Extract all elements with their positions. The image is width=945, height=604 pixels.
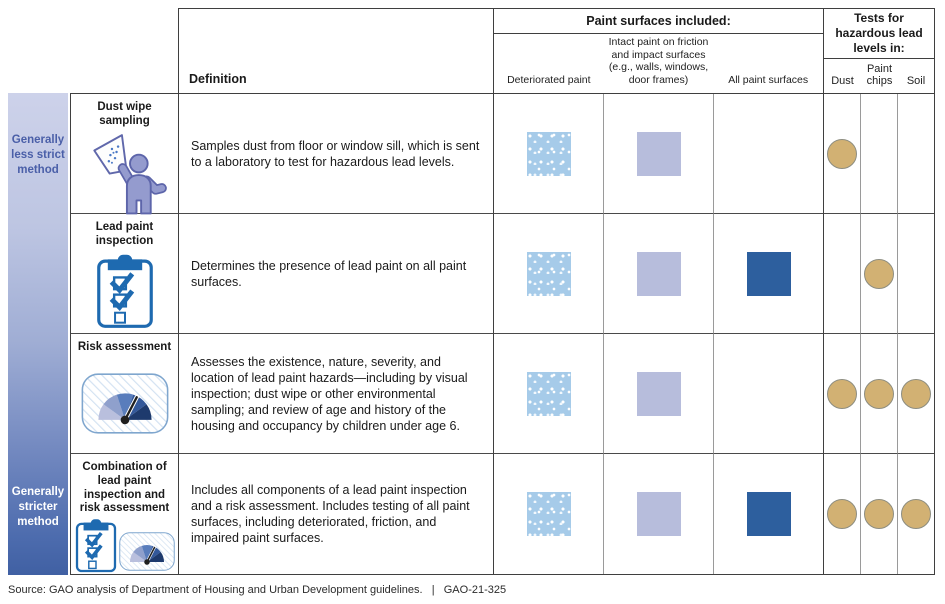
cell-dust	[824, 454, 861, 574]
cell-deteriorated	[494, 94, 604, 214]
checklist-clipboard-icon	[96, 253, 154, 329]
paint-surfaces-group-label: Paint surfaces included:	[494, 9, 823, 34]
definition-cell	[179, 214, 494, 334]
method-cell-risk-assessment	[71, 334, 179, 454]
cell-paint-chips	[861, 214, 898, 334]
definition-text: Includes all components of a lead paint inspection and a risk assessment. Includes testing of all paint surfaces, including deteriorated, friction, and impaired paint surfaces.	[191, 483, 470, 545]
tests-group-label: Tests for hazardous lead levels in:	[824, 9, 934, 59]
method-cell-lead-paint-inspection	[71, 214, 179, 334]
checklist-clipboard-icon	[75, 518, 117, 573]
dust-test-marker	[827, 499, 857, 529]
definition-text: Determines the presence of lead paint on all paint surfaces.	[191, 258, 467, 289]
cell-deteriorated	[494, 454, 604, 574]
cell-dust	[824, 214, 861, 334]
method-name: Dust wipe sampling	[97, 101, 152, 127]
cell-paint-chips	[861, 334, 898, 454]
cell-soil	[898, 214, 934, 334]
strictness-gradient-bar	[8, 93, 68, 575]
dust-test-marker	[827, 139, 857, 169]
cell-all-surfaces	[714, 94, 824, 214]
intact-paint-marker	[637, 252, 681, 296]
paint-surfaces-group-header	[494, 9, 824, 93]
cell-all-surfaces	[714, 214, 824, 334]
cell-all-surfaces	[714, 334, 824, 454]
cell-soil	[898, 454, 934, 574]
method-name: Lead paint inspection	[95, 221, 154, 247]
method-cell-dust-wipe-sampling	[71, 94, 179, 214]
definition-cell	[179, 454, 494, 574]
cell-soil	[898, 334, 934, 454]
risk-gauge-icon	[81, 373, 169, 434]
definition-column-header	[179, 9, 494, 93]
cell-paint-chips	[861, 454, 898, 574]
paint-chips-test-marker	[864, 259, 894, 289]
dust-test-marker	[827, 379, 857, 409]
intact-paint-marker	[637, 492, 681, 536]
stricter-method-label: Generally stricter method	[11, 486, 65, 528]
cell-dust	[824, 94, 861, 214]
table-body	[70, 93, 935, 575]
col-header-dust: Dust	[831, 75, 854, 88]
definition-label: Definition	[189, 72, 247, 86]
col-header-paint-chips: Paint chips	[866, 62, 893, 88]
cell-deteriorated	[494, 214, 604, 334]
cell-paint-chips	[861, 94, 898, 214]
cell-deteriorated	[494, 334, 604, 454]
dust-wipe-person-icon	[83, 129, 167, 215]
intact-paint-marker	[637, 132, 681, 176]
intact-paint-marker	[637, 372, 681, 416]
source-line: Source: GAO analysis of Department of Housing and Urban Development guidelines. | GAO-21-325	[8, 584, 507, 596]
definition-cell	[179, 94, 494, 214]
col-header-all-paint-surfaces: All paint surfaces	[728, 74, 809, 87]
table-header	[178, 8, 935, 93]
definition-cell	[179, 334, 494, 454]
deteriorated-paint-marker	[527, 252, 571, 296]
cell-intact	[604, 94, 714, 214]
all-surfaces-marker	[747, 492, 791, 536]
cell-intact	[604, 214, 714, 334]
cell-all-surfaces	[714, 454, 824, 574]
soil-test-marker	[901, 379, 931, 409]
risk-gauge-icon	[119, 532, 175, 571]
definition-text: Samples dust from floor or window sill, which is sent to a laboratory to test for hazardous lead levels.	[191, 138, 480, 169]
col-header-deteriorated-paint: Deteriorated paint	[507, 74, 591, 87]
paint-chips-test-marker	[864, 379, 894, 409]
deteriorated-paint-marker	[527, 492, 571, 536]
deteriorated-paint-marker	[527, 372, 571, 416]
method-name: Combination of lead paint inspection and risk assessment	[79, 461, 170, 515]
cell-intact	[604, 454, 714, 574]
less-strict-method-label: Generally less strict method	[11, 134, 65, 176]
cell-intact	[604, 334, 714, 454]
all-surfaces-marker	[747, 252, 791, 296]
method-name: Risk assessment	[77, 341, 172, 353]
method-cell-combination	[71, 454, 179, 574]
col-header-intact-paint: Intact paint on friction and impact surfaces (e.g., walls, windows, door frames)	[608, 35, 709, 87]
cell-soil	[898, 94, 934, 214]
col-header-soil: Soil	[906, 75, 926, 88]
tests-group-header	[824, 9, 934, 93]
definition-text: Assesses the existence, nature, severity, and location of lead paint hazards—including by visual inspection; dust wipe or other environmental sampling; and review of age and history of the housing and occupancy by children under age 6.	[191, 354, 468, 433]
deteriorated-paint-marker	[527, 132, 571, 176]
soil-test-marker	[901, 499, 931, 529]
cell-dust	[824, 334, 861, 454]
paint-chips-test-marker	[864, 499, 894, 529]
